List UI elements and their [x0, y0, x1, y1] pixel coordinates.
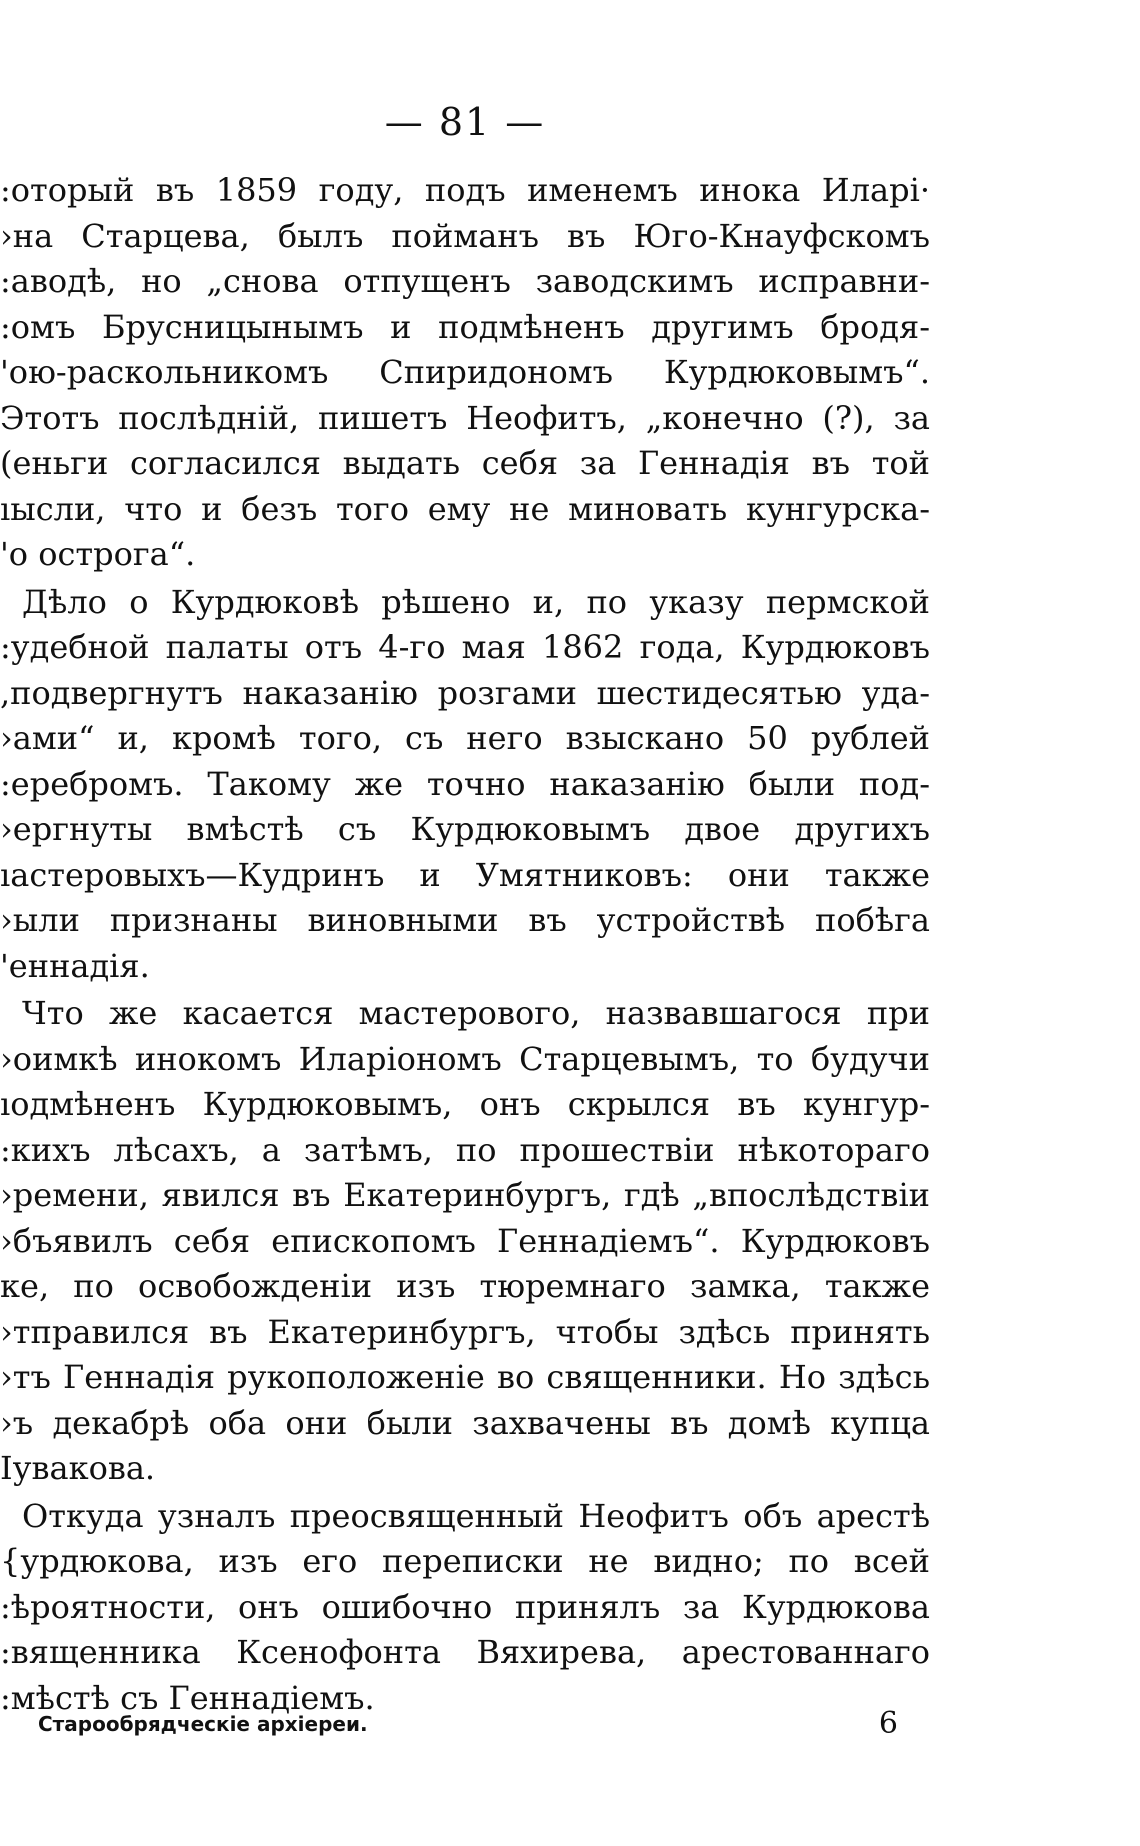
- footer-book-title: Старообрядческіе архіереи.: [38, 1712, 368, 1736]
- text-line: :ѣроятности, онъ ошибочно принялъ за Курдюкова: [0, 1587, 930, 1626]
- text-line: Іувакова.: [0, 1449, 156, 1487]
- text-line: :еребромъ. Такому же точно наказанію были под-: [0, 764, 930, 803]
- text-line: :аводѣ, но „снова отпущенъ заводскимъ исправни-: [0, 262, 930, 300]
- text-line: ıысли, что и безъ того ему не миновать кунгурска-: [0, 489, 930, 528]
- page-number: — 81 —: [384, 100, 546, 144]
- text-line: :мѣстѣ съ Геннадіемъ.: [0, 1678, 375, 1717]
- text-line: Что же касается мастерового, назвавшагося при: [22, 994, 930, 1032]
- text-line: Дѣло о Курдюковѣ рѣшено и, по указу пермской: [22, 582, 930, 621]
- text-line: ›ергнуты вмѣстѣ съ Курдюковымъ двое другихъ: [0, 810, 930, 848]
- text-line: ›ремени, явился въ Екатеринбургъ, гдѣ „впослѣдствіи: [0, 1176, 930, 1214]
- text-line: Этотъ послѣдній, пишетъ Неофитъ, „конечно (?), за: [0, 398, 930, 437]
- text-line: 'ою-раскольникомъ Спиридономъ Курдюковымъ“.: [0, 353, 930, 391]
- text-line: ıодмѣненъ Курдюковымъ, онъ скрылся въ кунгур-: [0, 1085, 930, 1123]
- body-text: [0, 168, 930, 1721]
- text-line: ›ами“ и, кромѣ того, съ него взыскано 50 рублей: [0, 719, 930, 757]
- text-line: :омъ Брусницынымъ и подмѣненъ другимъ бродя-: [0, 307, 930, 346]
- text-line: ›ыли признаны виновными въ устройствѣ побѣга: [0, 901, 930, 939]
- text-line: ›бъявилъ себя епископомъ Геннадіемъ“. Курдюковъ: [0, 1221, 930, 1260]
- text-line: 'еннадія.: [0, 946, 150, 985]
- text-line: :вященника Ксенофонта Вяхирева, арестованнаго: [0, 1633, 930, 1671]
- text-line: :кихъ лѣсахъ, а затѣмъ, по прошествіи нѣкотораго: [0, 1130, 930, 1169]
- text-line: Откуда узналъ преосвященный Неофитъ объ арестѣ: [22, 1496, 930, 1535]
- text-line: ›оимкѣ инокомъ Иларіономъ Старцевымъ, то будучи: [0, 1039, 930, 1078]
- text-line: ›на Старцева, былъ пойманъ въ Юго-Кнауфскомъ: [0, 216, 930, 255]
- text-line: 'о острога“.: [0, 535, 196, 573]
- text-line: ıастеровыхъ—Кудринъ и Умятниковъ: они также: [0, 855, 930, 894]
- text-line: :удебной палаты отъ 4-го мая 1862 года, Курдюковъ: [0, 628, 930, 666]
- text-line: ›тправился въ Екатеринбургъ, чтобы здѣсь принять: [0, 1312, 930, 1351]
- text-line: ›тъ Геннадія рукоположеніе во священники. Но здѣсь: [0, 1358, 930, 1396]
- text-line: {урдюкова, изъ его переписки не видно; по всей: [0, 1542, 930, 1580]
- page-footer: [38, 1706, 898, 1746]
- text-line: :оторый въ 1859 году, подъ именемъ инока Иларі·: [0, 171, 930, 209]
- text-line: ке, по освобожденіи изъ тюремнаго замка, также: [0, 1267, 930, 1305]
- text-line: ›ъ декабрѣ оба они были захвачены въ домѣ купца: [0, 1403, 930, 1442]
- text-line: ,подвергнутъ наказанію розгами шестидесятью уда-: [0, 673, 930, 712]
- text-line: (еньги согласился выдать себя за Геннадія въ той: [0, 444, 930, 482]
- footer-signature-mark: 6: [878, 1706, 898, 1741]
